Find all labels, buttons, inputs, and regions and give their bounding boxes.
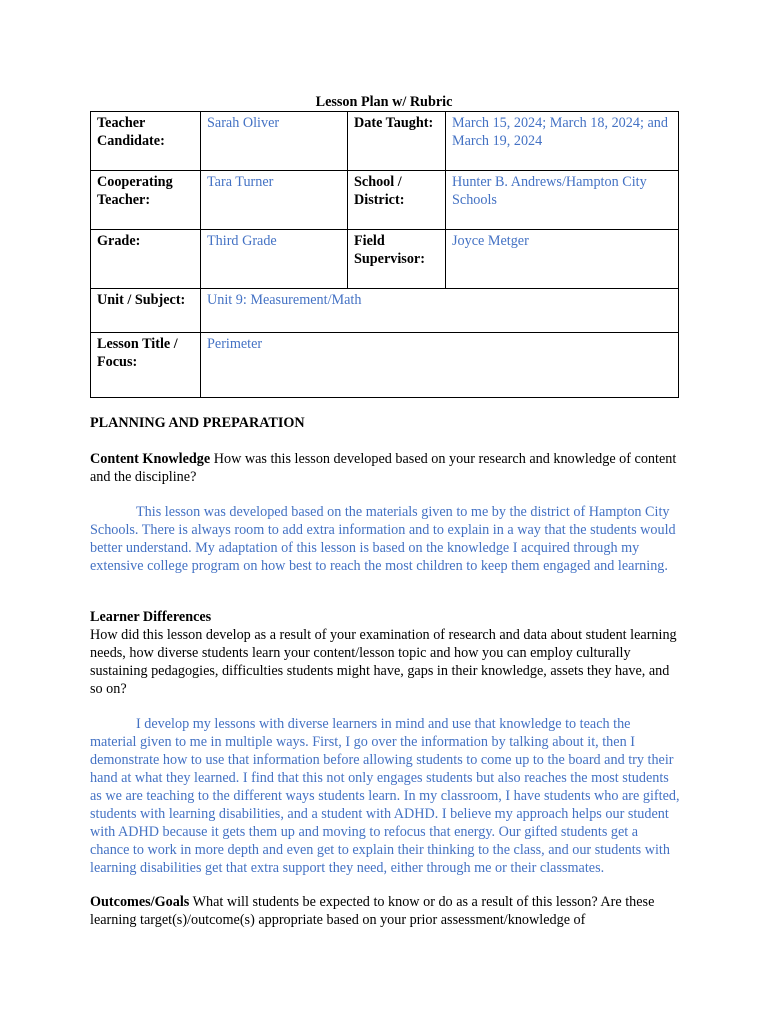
content-knowledge-response: This lesson was developed based on the materials given to me by the district of Hampton City Schools. There is always room to add extra information and to explain in a way that the students would better understand. My adaptation of this lesson is based on the knowledge I acquired through my extensive college program on how best to reach the most children to keep them engaged and learning. — [90, 504, 676, 574]
learner-differences-heading: Learner Differences — [90, 609, 212, 625]
outcomes-goals-question: What will students be expected to know or do as a result of this lesson? Are these learning target(s)/outcome(s) appropriate based on your prior assessment/knowledge of — [90, 894, 655, 928]
table-row — [91, 171, 679, 230]
teacher-candidate-value: Sarah Oliver — [201, 112, 348, 171]
cooperating-teacher-value: Tara Turner — [201, 171, 348, 230]
school-district-value: Hunter B. Andrews/Hampton City Schools — [446, 171, 679, 230]
lesson-title-label: Lesson Title / Focus: — [91, 333, 201, 398]
school-district-label: School / District: — [348, 171, 446, 230]
date-taught-value: March 15, 2024; March 18, 2024; and March 19, 2024 — [446, 112, 679, 171]
cooperating-teacher-label: Cooperating Teacher: — [91, 171, 201, 230]
grade-label: Grade: — [91, 230, 201, 289]
outcomes-goals-prompt — [90, 893, 680, 929]
table-row — [91, 112, 679, 171]
table-row — [91, 333, 679, 398]
lesson-info-table — [90, 111, 679, 398]
table-row — [91, 289, 679, 333]
planning-heading: PLANNING AND PREPARATION — [90, 415, 305, 431]
content-knowledge-prompt — [90, 450, 680, 486]
grade-value: Third Grade — [201, 230, 348, 289]
outcomes-goals-heading: Outcomes/Goals — [90, 894, 190, 910]
content-knowledge-heading: Content Knowledge — [90, 451, 211, 467]
teacher-candidate-label: Teacher Candidate: — [91, 112, 201, 171]
table-row — [91, 230, 679, 289]
content-knowledge-question: How was this lesson developed based on your research and knowledge of content and the discipline? — [90, 451, 677, 485]
date-taught-label: Date Taught: — [348, 112, 446, 171]
lesson-title-value: Perimeter — [201, 333, 679, 398]
unit-subject-label: Unit / Subject: — [91, 289, 201, 333]
field-supervisor-label: Field Supervisor: — [348, 230, 446, 289]
learner-differences-question: How did this lesson develop as a result of your examination of research and data about student learning needs, how diverse students learn your content/lesson topic and how you can employ culturally sustaining pedagogies, difficulties students might have, gaps in their knowledge, assets they have, and so on? — [90, 627, 677, 697]
unit-subject-value: Unit 9: Measurement/Math — [201, 289, 679, 333]
learner-differences-response: I develop my lessons with diverse learners in mind and use that knowledge to teach the material given to me in multiple ways. First, I go over the information by talking about it, then I demonstrate how to use that information before allowing students to come up to the board and try their hand at what they learned. I find that this not only engages students but also reaches the most students as we are teaching to the different ways students learn. In my classroom, I have students who are gifted, students with learning disabilities, and a student with ADHD. I believe my approach helps our student with ADHD because it gets them up and moving to refocus that energy. Our gifted students get a chance to work in more depth and even get to explain their thinking to the class, and our students with learning disabilities get that extra support they need, either through me or their classmates. — [90, 716, 680, 876]
document-title: Lesson Plan w/ Rubric — [315, 94, 453, 110]
field-supervisor-value: Joyce Metger — [446, 230, 679, 289]
